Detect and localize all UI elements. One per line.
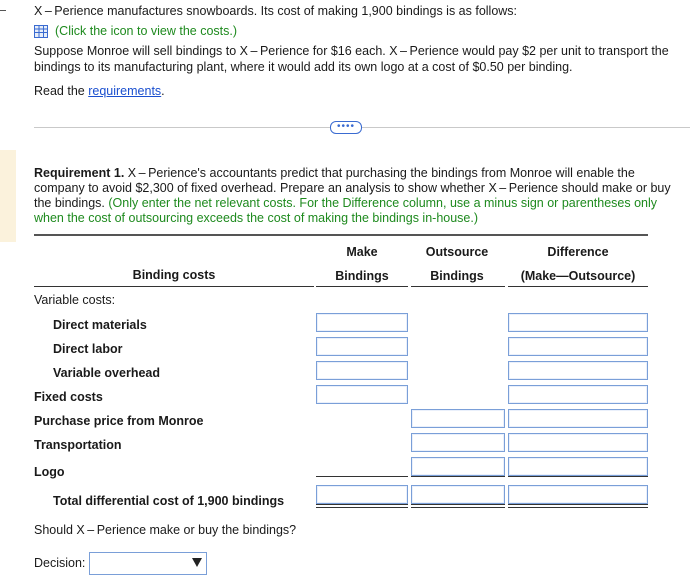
row-direct-labor: Direct labor — [53, 342, 123, 356]
header-rule-difference — [508, 286, 648, 287]
left-highlight-bar — [0, 150, 16, 242]
difference-total-double-rule — [508, 504, 648, 508]
header-outsource-top: Outsource — [425, 245, 489, 259]
requirement-body: X – Perience's accountants predict that purchasing the bindings from Monroe will enable the company to avoid $2,300 of fixed overhead. Prepare an analysis to show whether X – Perience should make or buy the bindings. — [34, 166, 671, 210]
difference-logo-input[interactable] — [508, 457, 648, 476]
make-logo-rule — [316, 476, 408, 477]
header-rule-label — [34, 286, 314, 287]
difference-direct-labor-input[interactable] — [508, 337, 648, 356]
outsource-total-input[interactable] — [411, 485, 505, 504]
header-make-bottom: Bindings — [335, 269, 389, 283]
make-variable-overhead-input[interactable] — [316, 361, 408, 380]
make-total-input[interactable] — [316, 485, 408, 504]
view-costs-link[interactable]: (Click the icon to view the costs.) — [55, 24, 238, 38]
outsource-logo-input[interactable] — [411, 457, 505, 476]
row-total: Total differential cost of 1,900 bindings — [53, 494, 285, 508]
outsource-logo-rule — [411, 476, 505, 477]
make-direct-labor-input[interactable] — [316, 337, 408, 356]
row-transportation: Transportation — [34, 438, 122, 452]
requirement-text — [34, 166, 682, 226]
row-fixed-costs: Fixed costs — [34, 390, 103, 404]
difference-direct-materials-input[interactable] — [508, 313, 648, 332]
header-outsource-bottom: Bindings — [430, 269, 484, 283]
make-fixed-costs-input[interactable] — [316, 385, 408, 404]
requirement-title: Requirement 1. — [34, 166, 125, 180]
difference-purchase-price-input[interactable] — [508, 409, 648, 428]
header-binding-costs: Binding costs — [132, 268, 216, 282]
dropdown-arrow-icon — [192, 558, 202, 567]
make-or-buy-question: Should X – Perience make or buy the bindings? — [34, 523, 297, 537]
difference-variable-overhead-input[interactable] — [508, 361, 648, 380]
row-direct-materials: Direct materials — [53, 318, 147, 332]
more-button[interactable]: •••• — [330, 121, 362, 134]
outsource-total-double-rule — [411, 504, 505, 508]
decision-label: Decision: — [34, 556, 86, 570]
section-divider — [34, 127, 690, 128]
read-prefix: Read the — [34, 84, 89, 98]
row-variable-overhead: Variable overhead — [53, 366, 161, 380]
requirement-note: (Only enter the net relevant costs. For the Difference column, use a minus sign or parentheses only when the cost of outsourcing exceeds the cost of making the bindings in-house.) — [34, 196, 658, 225]
header-difference-top: Difference — [547, 245, 609, 259]
row-variable-costs: Variable costs: — [34, 293, 116, 307]
margin-dash — [0, 10, 6, 11]
header-difference-bottom: (Make—Outsource) — [520, 269, 636, 283]
read-requirements — [34, 84, 165, 98]
outsource-purchase-price-input[interactable] — [411, 409, 505, 428]
make-total-double-rule — [316, 504, 408, 508]
header-make-top: Make — [346, 245, 378, 259]
outsource-transportation-input[interactable] — [411, 433, 505, 452]
header-rule-outsource — [411, 286, 505, 287]
difference-total-input[interactable] — [508, 485, 648, 504]
row-logo: Logo — [34, 465, 65, 479]
make-direct-materials-input[interactable] — [316, 313, 408, 332]
header-rule-make — [316, 286, 408, 287]
read-suffix: . — [161, 84, 165, 98]
difference-fixed-costs-input[interactable] — [508, 385, 648, 404]
table-icon[interactable] — [34, 25, 48, 38]
row-purchase-price: Purchase price from Monroe — [34, 414, 204, 428]
requirements-link[interactable]: requirements — [88, 84, 162, 98]
difference-transportation-input[interactable] — [508, 433, 648, 452]
decision-select[interactable] — [89, 552, 207, 575]
intro-line: X – Perience manufactures snowboards. Its cost of making 1,900 bindings is as follows: — [34, 4, 518, 18]
difference-logo-rule — [508, 476, 648, 477]
table-top-rule — [34, 234, 648, 236]
scenario-paragraph: Suppose Monroe will sell bindings to X – Perience for $16 each. X – Perience would pay $2 per unit to transport the bindings to its manufacturing plant, where it would add its own logo at a cost of $0.50 per binding. — [34, 44, 669, 74]
